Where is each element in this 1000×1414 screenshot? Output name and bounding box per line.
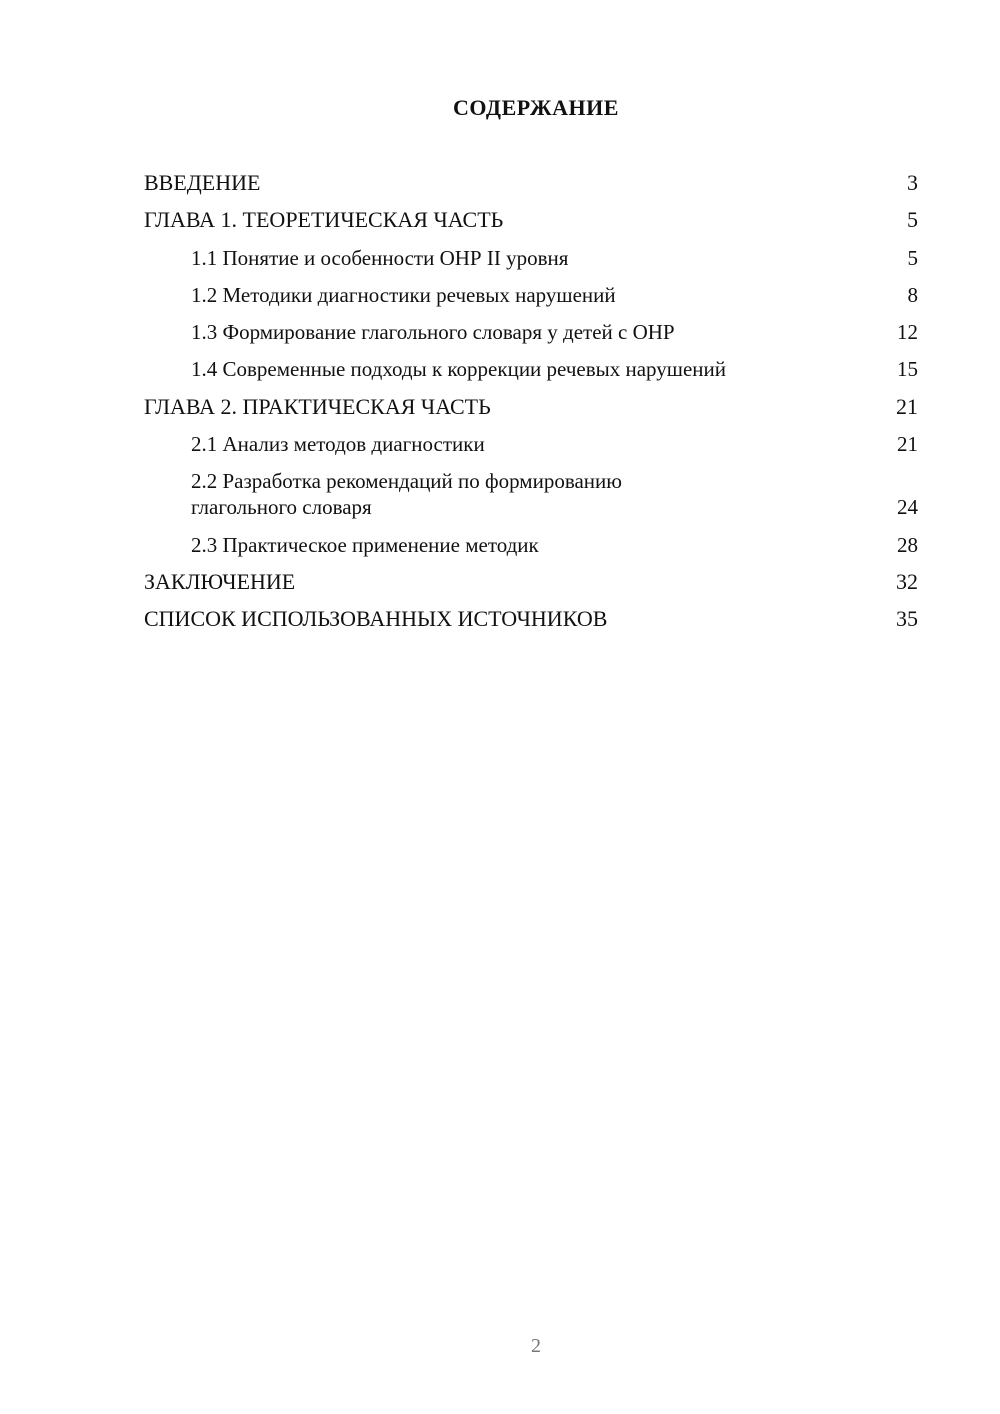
toc-entry-section-1-3	[144, 319, 918, 345]
toc-entry-page: 35	[896, 606, 918, 632]
toc-entry-label: 2.2 Разработка рекомендаций по формированию глагольного словаря	[191, 469, 622, 520]
toc-entry-label: 2.3 Практическое применение методик	[191, 532, 539, 557]
toc-entry-label: СПИСОК ИСПОЛЬЗОВАННЫХ ИСТОЧНИКОВ	[144, 606, 608, 632]
toc-entry-section-2-2	[144, 468, 918, 520]
toc-entry-label: ГЛАВА 2. ПРАКТИЧЕСКАЯ ЧАСТЬ	[144, 393, 491, 419]
toc-entry-label: 1.2 Методики диагностики речевых нарушений	[191, 282, 616, 307]
toc-entry-section-2-1	[144, 431, 918, 457]
toc-entry-section-1-2	[144, 282, 918, 308]
toc-entry-page: 28	[897, 532, 918, 557]
toc-entry-chapter-2	[144, 394, 918, 420]
toc-entry-section-1-4	[144, 356, 918, 382]
table-of-contents	[144, 170, 918, 644]
toc-entry-page: 24	[897, 495, 918, 520]
toc-entry-section-1-1	[144, 245, 918, 271]
toc-entry-label: ЗАКЛЮЧЕНИЕ	[144, 568, 296, 594]
toc-entry-label: 2.1 Анализ методов диагностики	[191, 432, 485, 457]
toc-entry-label: 1.3 Формирование глагольного словаря у детей с ОНР	[191, 320, 675, 345]
toc-entry-label: ВВЕДЕНИЕ	[144, 170, 261, 195]
page-number: 2	[531, 1335, 541, 1357]
toc-entry-page: 15	[897, 357, 918, 382]
toc-entry-label: ГЛАВА 1. ТЕОРЕТИЧЕСКАЯ ЧАСТЬ	[144, 207, 504, 233]
toc-entry-page: 5	[907, 207, 918, 233]
toc-entry-page: 3	[907, 170, 918, 195]
toc-entry-introduction	[144, 170, 918, 196]
toc-entry-page: 21	[897, 432, 918, 457]
toc-entry-conclusion	[144, 569, 918, 595]
toc-entry-label: 1.1 Понятие и особенности ОНР II уровня	[191, 245, 569, 270]
toc-entry-page: 8	[907, 282, 918, 307]
toc-entry-chapter-1	[144, 207, 918, 233]
toc-entry-page: 5	[907, 245, 918, 270]
toc-entry-page: 21	[896, 393, 918, 419]
toc-entry-page: 32	[896, 568, 918, 594]
page-title: СОДЕРЖАНИЕ	[453, 95, 619, 120]
toc-entry-label: 1.4 Современные подходы к коррекции речевых нарушений	[191, 357, 726, 382]
toc-entry-section-2-3	[144, 532, 918, 558]
toc-entry-references	[144, 606, 918, 632]
toc-entry-page: 12	[897, 320, 918, 345]
